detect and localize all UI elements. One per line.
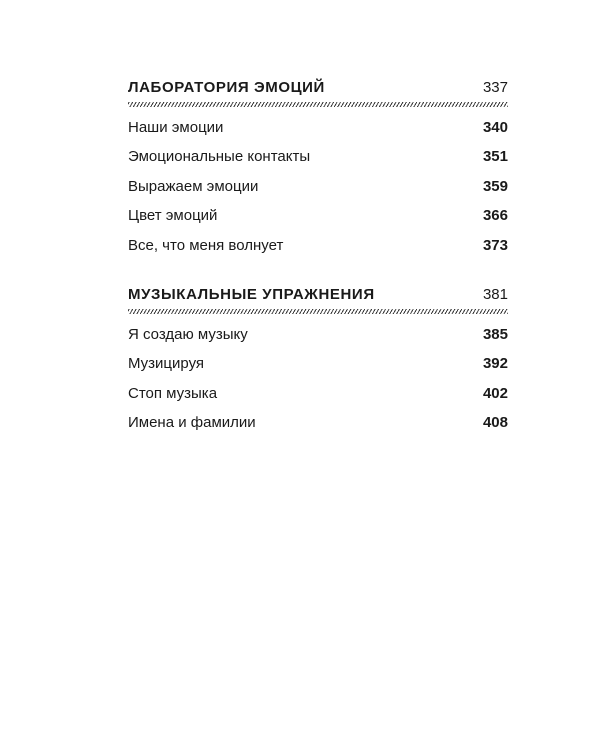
- section-entries: [128, 325, 508, 443]
- entry-page-number: 351: [482, 148, 508, 166]
- section-title: МУЗЫКАЛЬНЫЕ УПРАЖНЕНИЯ: [128, 286, 375, 303]
- entry-title: Музицируя: [128, 355, 205, 373]
- toc-entry: [128, 236, 508, 265]
- entry-page-number: 366: [482, 207, 508, 225]
- toc-entry: [128, 354, 508, 383]
- section-title: ЛАБОРАТОРИЯ ЭМОЦИЙ: [128, 79, 325, 96]
- entry-title: Наши эмоции: [128, 119, 224, 136]
- toc-entry: [128, 384, 508, 413]
- toc-entry: [128, 325, 508, 354]
- toc-section-music-exercises: [128, 285, 508, 432]
- entry-page-number: 359: [482, 177, 508, 195]
- hatched-divider: [128, 309, 508, 314]
- entry-title: Я создаю музыку: [128, 326, 248, 343]
- entry-page-number: 392: [482, 355, 508, 373]
- toc-entry: [128, 118, 508, 147]
- section-page-number: 337: [482, 79, 508, 96]
- toc-entry: [128, 206, 508, 235]
- hatched-divider: [128, 102, 508, 107]
- entry-title: Эмоциональные контакты: [128, 148, 311, 166]
- entry-page-number: 385: [482, 326, 508, 343]
- entry-page-number: 373: [482, 236, 508, 254]
- entry-title: Цвет эмоций: [128, 207, 218, 225]
- entry-page-number: 402: [482, 384, 508, 402]
- section-header: [128, 285, 508, 307]
- entry-title: Все, что меня волнует: [128, 236, 284, 254]
- toc-entry: [128, 413, 508, 442]
- section-header: [128, 78, 508, 100]
- entry-page-number: 408: [482, 414, 508, 432]
- toc-entry: [128, 147, 508, 176]
- entry-title: Выражаем эмоции: [128, 177, 259, 195]
- toc-entry: [128, 177, 508, 206]
- entry-page-number: 340: [482, 119, 508, 136]
- toc-section-emotions-lab: [128, 78, 508, 254]
- section-page-number: 381: [482, 286, 508, 303]
- entry-title: Имена и фамилии: [128, 414, 256, 432]
- entry-title: Стоп музыка: [128, 384, 218, 402]
- section-entries: [128, 118, 508, 265]
